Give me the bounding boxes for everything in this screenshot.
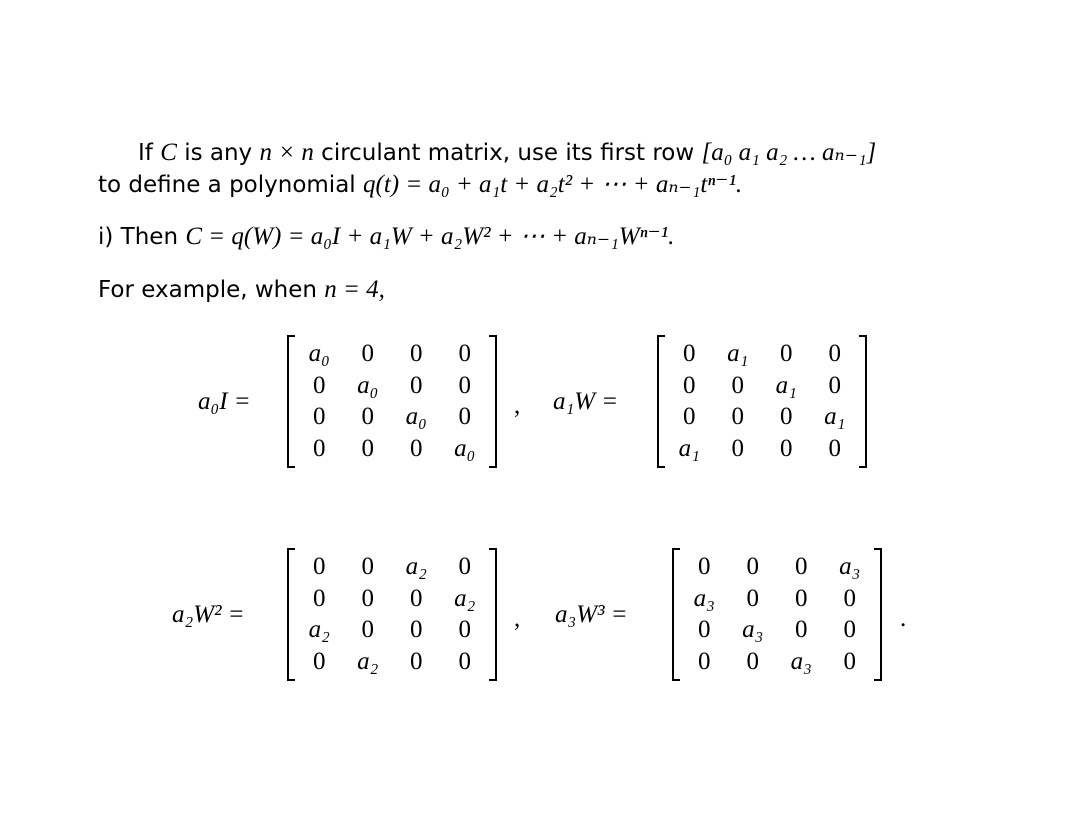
matrix-entry: 0 xyxy=(828,435,841,463)
matrix-entry: 0 xyxy=(731,371,744,399)
text-define-poly: to define a polynomial xyxy=(98,172,356,198)
matrix-entry: 0 xyxy=(410,435,423,463)
matrix-entry: 0 xyxy=(458,403,471,431)
math-first-row: [a₀ a₁ a₂ … aₙ₋₁] xyxy=(701,139,877,166)
matrix-entry: 0 xyxy=(795,616,808,644)
comma-separator: , xyxy=(514,392,521,419)
matrix-entry: 0 xyxy=(458,552,471,580)
matrix-entry: 0 xyxy=(780,435,793,463)
matrix-entry: 0 xyxy=(410,584,423,612)
paragraph-then xyxy=(98,223,1020,251)
matrix-entry: 0 xyxy=(313,435,326,463)
text-is-any: is any xyxy=(184,140,253,166)
matrix-entry: 0 xyxy=(410,616,423,644)
matrix-entry: 0 xyxy=(361,435,374,463)
text-for-example: For example, when xyxy=(98,277,317,303)
math-n-equals-4: n = 4, xyxy=(324,276,385,303)
matrix-entry: 0 xyxy=(698,616,711,644)
matrix-entry: 0 xyxy=(361,552,374,580)
matrix-entry: a₃ xyxy=(790,648,812,676)
matrix-cells xyxy=(295,551,489,678)
matrix-entry: 0 xyxy=(843,616,856,644)
matrix-entry: 0 xyxy=(843,648,856,676)
matrix-entry: a₁ xyxy=(727,339,749,367)
matrix-entry: a₀ xyxy=(405,403,427,431)
matrix-a1W xyxy=(657,335,867,468)
math-n-by-n: n × n xyxy=(259,139,314,166)
matrix-entry: a₁ xyxy=(775,371,797,399)
matrix-entry: a₁ xyxy=(824,403,846,431)
matrix-entry: 0 xyxy=(313,584,326,612)
matrix-entry: a₀ xyxy=(357,371,379,399)
matrix-entry: 0 xyxy=(458,616,471,644)
comma-separator: , xyxy=(514,605,521,632)
math-C: C xyxy=(160,139,177,166)
matrix-label-a1W: a₁W = xyxy=(553,388,619,415)
matrix-entry: 0 xyxy=(683,371,696,399)
matrix-entry: 0 xyxy=(458,339,471,367)
matrix-entry: a₂ xyxy=(454,584,476,612)
matrix-entry: 0 xyxy=(361,584,374,612)
matrix-label-a2W2: a₂W² = xyxy=(172,601,245,628)
matrix-entry: 0 xyxy=(683,339,696,367)
paragraph-line-2 xyxy=(98,171,1020,199)
paragraph-example xyxy=(98,276,1020,304)
matrix-entry: 0 xyxy=(313,403,326,431)
matrix-entry: 0 xyxy=(313,648,326,676)
matrix-entry: 0 xyxy=(828,371,841,399)
matrix-entry: a₃ xyxy=(839,552,861,580)
matrix-entry: 0 xyxy=(843,584,856,612)
matrix-label-a0I: a₀I = xyxy=(198,388,251,415)
matrix-entry: 0 xyxy=(361,339,374,367)
matrix-entry: 0 xyxy=(780,339,793,367)
matrix-entry: 0 xyxy=(746,648,759,676)
matrix-entry: 0 xyxy=(313,371,326,399)
matrix-entry: 0 xyxy=(458,371,471,399)
matrix-entry: 0 xyxy=(458,648,471,676)
matrix-entry: 0 xyxy=(410,648,423,676)
matrix-entry: a₂ xyxy=(405,552,427,580)
matrix-entry: 0 xyxy=(361,403,374,431)
matrix-entry: 0 xyxy=(410,339,423,367)
matrix-entry: a₀ xyxy=(308,339,330,367)
math-polynomial: q(t) = a₀ + a₁t + a₂t² + ⋯ + aₙ₋₁tⁿ⁻¹. xyxy=(363,171,743,198)
matrix-entry: 0 xyxy=(795,552,808,580)
matrix-entry: 0 xyxy=(410,371,423,399)
matrix-entry: 0 xyxy=(361,616,374,644)
matrix-a2W2 xyxy=(287,548,497,681)
text-if: If xyxy=(138,140,153,166)
matrix-entry: 0 xyxy=(698,648,711,676)
matrix-cells xyxy=(680,551,874,678)
matrix-cells xyxy=(665,338,859,465)
matrix-entry: a₃ xyxy=(693,584,715,612)
period-terminator: . xyxy=(900,605,907,632)
matrix-entry: 0 xyxy=(698,552,711,580)
matrix-entry: 0 xyxy=(780,403,793,431)
matrix-entry: a₁ xyxy=(678,435,700,463)
matrix-label-a3W3: a₃W³ = xyxy=(555,601,628,628)
matrix-entry: a₂ xyxy=(308,616,330,644)
matrix-entry: 0 xyxy=(746,584,759,612)
text-circulant: circulant matrix, use its first row xyxy=(321,140,695,166)
matrix-entry: a₂ xyxy=(357,648,379,676)
matrix-a0I xyxy=(287,335,497,468)
matrix-cells xyxy=(295,338,489,465)
matrix-entry: a₃ xyxy=(742,616,764,644)
matrix-entry: 0 xyxy=(313,552,326,580)
matrix-entry: 0 xyxy=(795,584,808,612)
matrix-entry: 0 xyxy=(683,403,696,431)
matrix-entry: 0 xyxy=(828,339,841,367)
matrix-entry: a₀ xyxy=(454,435,476,463)
matrix-entry: 0 xyxy=(731,435,744,463)
matrix-a3W3 xyxy=(672,548,882,681)
math-C-equals-qW: C = q(W) = a₀I + a₁W + a₂W² + ⋯ + aₙ₋₁Wⁿ⁻¹. xyxy=(185,223,675,250)
paragraph-line-1 xyxy=(98,139,1020,167)
text-then: i) Then xyxy=(98,224,179,250)
matrix-entry: 0 xyxy=(746,552,759,580)
matrix-entry: 0 xyxy=(731,403,744,431)
